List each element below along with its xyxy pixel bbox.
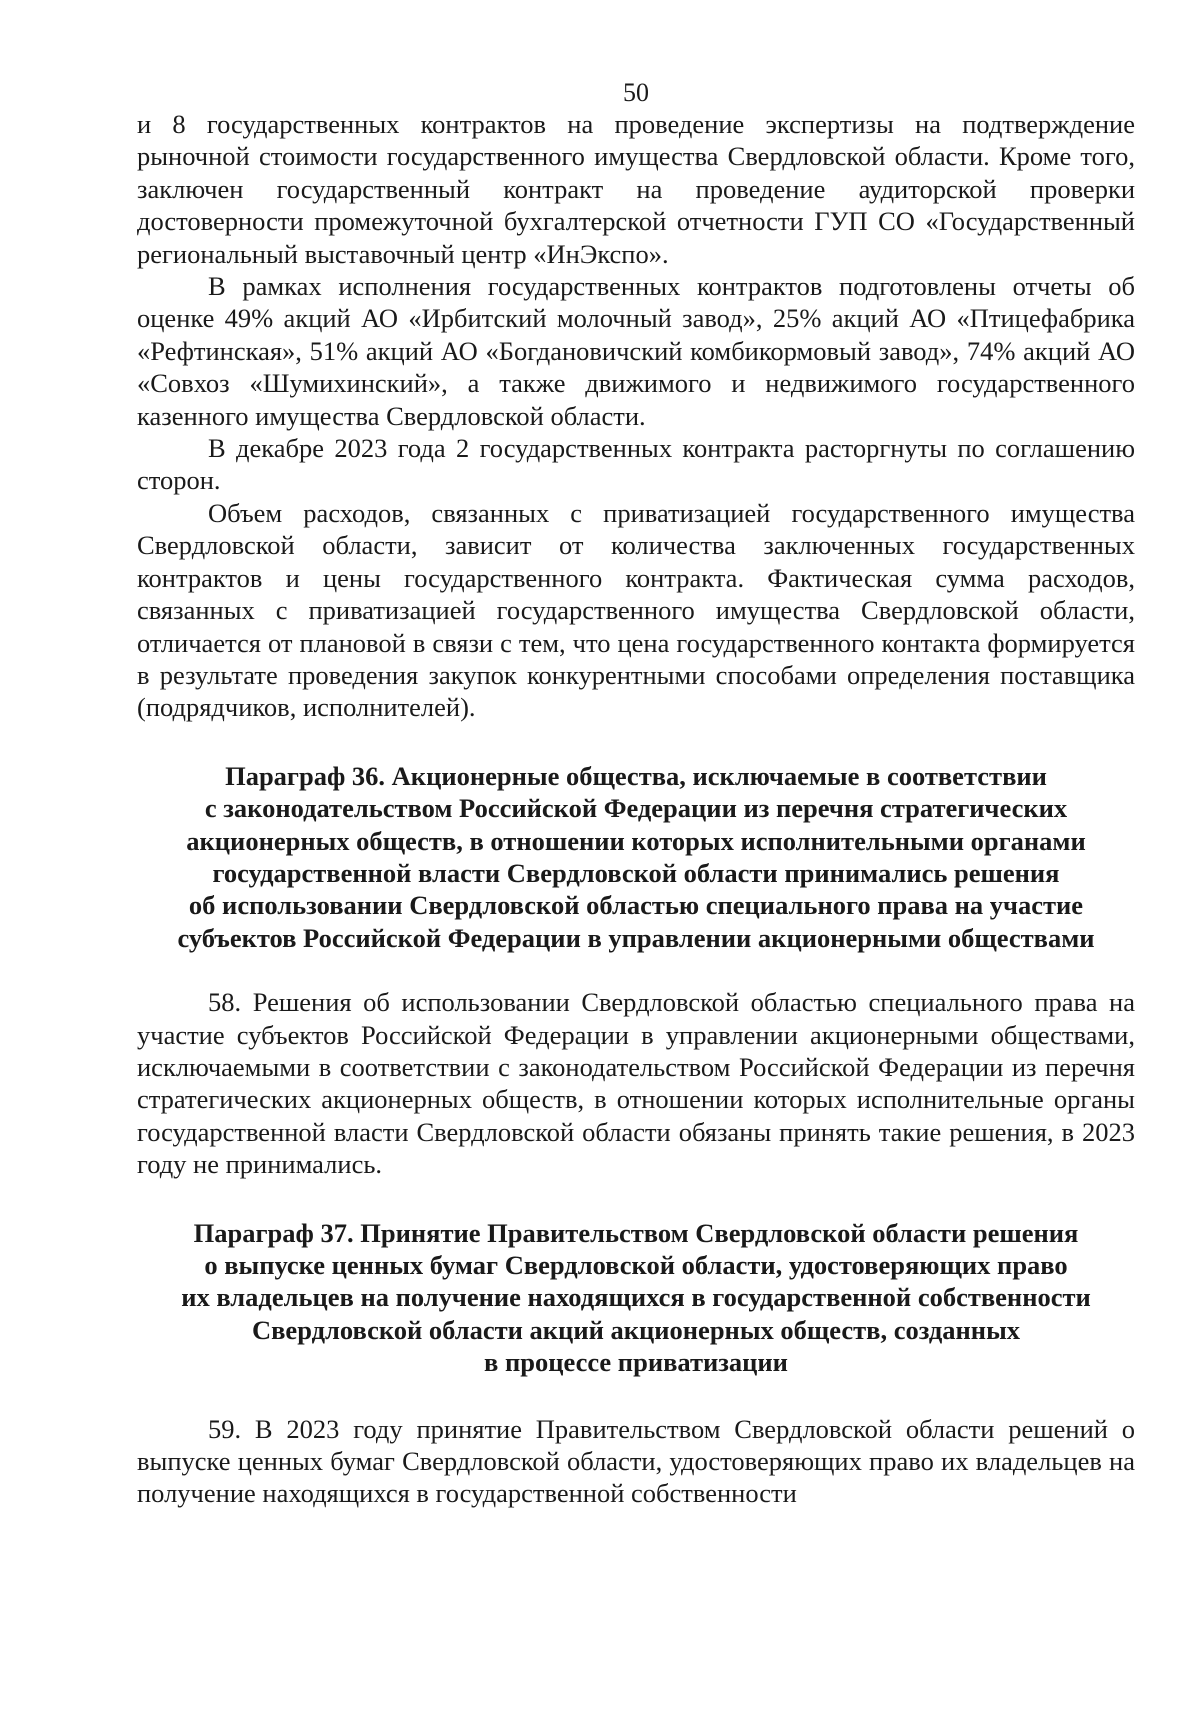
heading-line: с законодательством Российской Федерации из перечня стратегических	[204, 793, 1068, 824]
heading-line: о выпуске ценных бумаг Свердловской области, удостоверяющих право	[204, 1250, 1068, 1280]
heading-line: акционерных обществ, в отношении которых исполнительными органами	[186, 825, 1086, 856]
paragraph-contracts-continuation: и 8 государственных контрактов на проведение экспертизы на подтверждение рыночной стоимости государственного имущества Свердловской области. Кроме того, заключен государственный контракт на проведение аудиторской проверки достоверности промежуточной бухгалтерской отчетности ГУП СО «Государственный региональный выставочный центр «ИнЭкспо».	[137, 109, 1135, 269]
heading-line: субъектов Российской Федерации в управлении акционерными обществами	[177, 922, 1095, 953]
heading-line: Параграф 36. Акционерные общества, исключаемые в соответствии	[225, 760, 1047, 791]
heading-line: об использовании Свердловской областью специального права на участие	[188, 890, 1084, 921]
paragraph-59: 59. В 2023 году принятие Правительством Свердловской области решений о выпуске ценных бумаг Свердловской области, удостоверяющих право их владельцев на получение находящихся в государственной собственности	[137, 1413, 1135, 1509]
heading-line: государственной власти Свердловской области принимались решения	[212, 857, 1060, 888]
heading-line: Свердловской области акций акционерных обществ, созданных	[251, 1314, 1021, 1345]
heading-line: их владельцев на получение находящихся в государственной собственности	[181, 1282, 1091, 1313]
section-37-heading	[137, 1217, 1135, 1379]
document-page	[137, 78, 1135, 1510]
paragraph-58: 58. Решения об использовании Свердловской областью специального права на участие субъектов Российской Федерации в управлении акционерными обществами, исключаемыми в соответствии с законодательством Российской Федерации из перечня стратегических акционерных обществ, в отношении которых исполнительные органы государственной власти Свердловской области обязаны принять такие решения, в 2023 году не принимались.	[137, 987, 1135, 1180]
section-36-heading	[137, 760, 1135, 954]
paragraph-contracts-terminated: В декабре 2023 года 2 государственных контракта расторгнуты по соглашению сторон.	[137, 433, 1135, 496]
paragraph-privatization-expenses: Объем расходов, связанных с приватизацией государственного имущества Свердловской области, зависит от количества заключенных государственных контрактов и цены государственного контракта. Фактическая сумма расходов, связанных с приватизацией государственного имущества Свердловской области, отличается от плановой в связи с тем, что цена государственного контакта формируется в результате проведения закупок конкурентными способами определения поставщика (подрядчиков, исполнителей).	[137, 497, 1135, 723]
heading-line: Параграф 37. Принятие Правительством Свердловской области решения	[193, 1217, 1079, 1248]
heading-line: в процессе приватизации	[484, 1347, 788, 1378]
page-number: 50	[623, 78, 649, 107]
paragraph-valuation-reports: В рамках исполнения государственных контрактов подготовлены отчеты об оценке 49% акций АО «Ирбитский молочный завод», 25% акций АО «Птицефабрика «Рефтинская», 51% акций АО «Богдановичский комбикормовый завод», 74% акций АО «Совхоз «Шумихинский», а также движимого и недвижимого государственного казенного имущества Свердловской области.	[137, 271, 1135, 431]
